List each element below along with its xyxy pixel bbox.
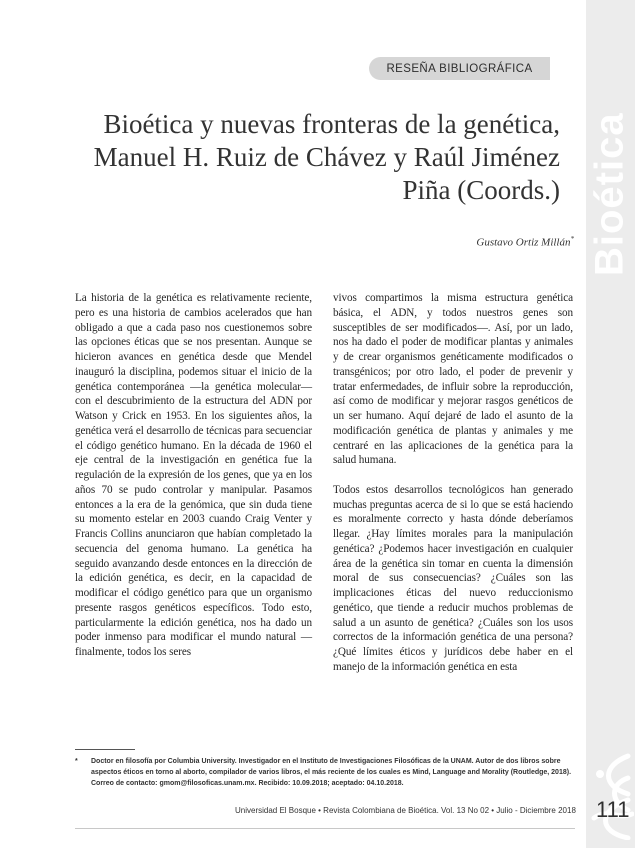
footnote-mark: *: [75, 758, 78, 765]
emblem-icon: [588, 748, 634, 840]
footer-journal: Universidad El Bosque • Revista Colombiana de Bioética. Vol. 13 No 02 • Julio - Diciembre 2018: [235, 806, 576, 815]
article-title: [80, 108, 560, 207]
author-name: Gustavo Ortiz Millán: [476, 236, 571, 249]
page-number: 111: [596, 797, 630, 822]
footnote: [75, 756, 575, 789]
author-byline: [300, 235, 574, 249]
body-paragraph: Todos estos desarrollos tecnológicos han generado muchas preguntas acerca de si lo que se está haciendo es moralmente correcto y hasta dónde deberíamos llegar. ¿Hay límites morales para la manipulación genética? ¿Podemos hacer investigación en cualquier área de la genética sin tomar en cuenta la dimensión moral de sus consecuencias? ¿Cuáles son las implicaciones éticas del nuevo reduccionismo genético, que tiende a reducir muchos problemas de salud a un asunto de genética? ¿Cuáles son los usos correctos de la información genética de una persona? ¿Qué límites éticos y jurídicos debe haber en el manejo de la información genética en esta: [333, 483, 573, 673]
section-label: RESEÑA BIBLIOGRÁFICA: [369, 57, 550, 80]
side-label: Bioética: [587, 112, 632, 276]
author-footnote-mark: *: [570, 235, 574, 243]
body-paragraph: vivos compartimos la misma estructura genética básica, el ADN, y todos nuestros genes son susceptibles de ser modificados—. Así, por un lado, nos ha dado el poder de modificar plantas y animales y de crear organismos genéticamente modificados o transgénicos; por otro lado, el poder de prevenir y tratar enfermedades, de influir sobre la reproducción, así como de modificar y mejorar rasgos genéticos de un ser humano. Aquí dejaré de lado el asunto de la modificación genética de plantas y animales y me centraré en las aplicaciones de la genética para la salud humana.: [333, 292, 573, 467]
title-line: Bioética y nuevas fronteras de la genética,: [103, 109, 560, 139]
body-column-left: [75, 291, 312, 660]
body-paragraph: La historia de la genética es relativamente reciente, pero es una historia de cambios acelerados que han obligado a que a cada paso nos cuestionemos sobre las opciones éticas que se nos presentan. Aunque se hicieron avances en genética desde que Mendel inauguró la disciplina, podemos situar el inicio de la genética contemporánea —la genética molecular— con el descubrimiento de la estructura del ADN por Watson y Crick en 1953. En los siguientes años, la genética verá el desarrollo de técnicas para secuenciar el código genético humano. En la década de 1960 el eje central de la investigación en genética fue la regulación de la expresión de los genes, que ya en los años 70 se pudo controlar y manipular. Pasamos entonces a la era de la genómica, que sin duda tiene su momento estelar en 2003 cuando Craig Venter y Francis Collins anunciaron que habían completado la secuencia del genoma humano. La genética ha seguido avanzando desde entonces en la dirección de la edición genética, es decir, en la capacidad de modificar el código genético para que un organismo presente rasgos genéticos específicos. Todo esto, particularmente la edición genética, nos ha dado un poder inmenso para modificar el mundo natural —finalmente, todos los seres: [75, 292, 312, 658]
title-line: Manuel H. Ruiz de Chávez y Raúl Jiménez: [93, 142, 560, 172]
title-line: Piña (Coords.): [402, 175, 560, 205]
footer-divider: [75, 828, 575, 829]
footnote-divider: [75, 749, 135, 750]
footnote-text: Doctor en filosofía por Columbia University. Investigador en el Instituto de Investigaciones Filosóficas de la UNAM. Autor de dos libros sobre aspectos éticos en torno al aborto, compilador de varios libros, el más reciente de los cuales es Mind, Language and Morality (Routledge, 2018). Correo de contacto: gmom@filosoficas.unam.mx. Recibido: 10.09.2018; aceptado: 04.10.2018.: [91, 758, 572, 787]
body-column-right: [333, 291, 573, 675]
